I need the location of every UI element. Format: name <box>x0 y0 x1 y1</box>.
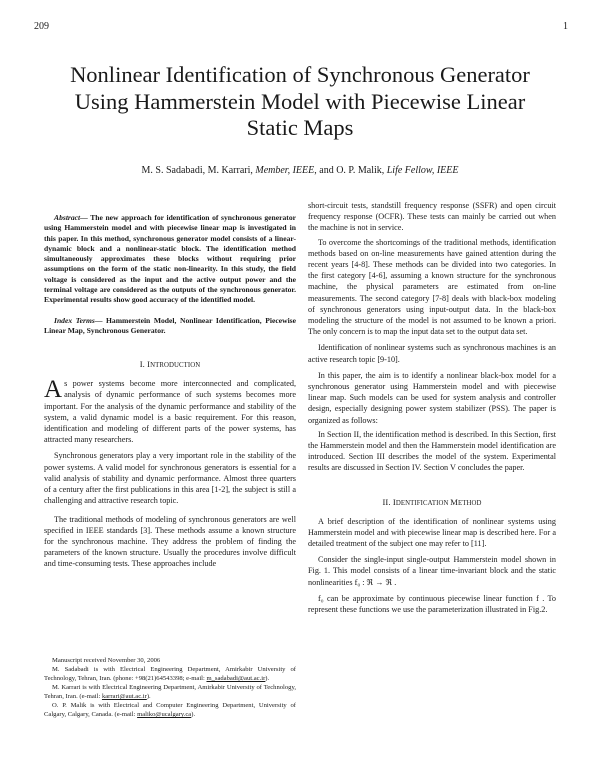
footnote-author-3: O. P. Malik is with Electrical and Computer Engineering Department, University of Calgary, Calgary, Canada. (e-mail: maliko@ucalgary.ca). <box>44 702 296 718</box>
right-paragraph-5: In Section II, the identification method is described. In this Section, first the Hammerstein model and then the Hammerstein model identification are introduced. Section III describes the model of the system. Experimental results are discussed in Section IV. Section V concludes the paper. <box>308 429 556 473</box>
right-column <box>308 200 556 615</box>
footnote-author-1: M. Sadabadi is with Electrical Engineering Department, Amirkabir University of Technology, Tehran, Iran. (phone: +98(21)64543398; e-mail: m_sadabadi@aut.ac.ir). <box>44 666 296 682</box>
section-heading-identification-method: II. IDENTIFICATION METHOD <box>382 496 482 507</box>
author-role-2: Life Fellow, IEEE <box>386 165 459 176</box>
index-terms <box>44 316 296 337</box>
intro-paragraph-2: Synchronous generators play a very important role in the stability of the power systems. A valid model for synchronous generators is essential for a valid analysis of stability and dynamic performance. Almost three quarters of a century after the first publications in this area [1-2], the subject is still a challenging and attractive research topic. <box>44 451 296 506</box>
page-number-right: 1 <box>563 21 568 32</box>
method-paragraph-1: A brief description of the identification of nonlinear systems using Hammerstein model and with piecewise linear map is described here. For a detailed treatment of the subject one may refer to [11]. <box>308 516 556 549</box>
author-names-2: , and O. P. Malik, <box>314 165 387 176</box>
right-paragraph-3: Identification of nonlinear systems such as synchronous machines is an active research topic [9-10]. <box>308 343 556 364</box>
index-terms-label: Index Terms <box>54 315 95 325</box>
page-number-left: 209 <box>34 21 49 32</box>
index-terms-text: — Hammerstein Model, Nonlinear Identification, Piecewise Linear Map, Synchronous Generator. <box>44 315 296 335</box>
method-paragraph-3: f₀ can be approximate by continuous piecewise linear function f . To represent these functions we use the parameterization illustrated in Fig.2. <box>308 593 556 615</box>
left-column <box>44 213 296 570</box>
author-line <box>40 165 560 176</box>
author-role-1: Member, IEEE <box>255 165 315 176</box>
abstract <box>44 213 296 306</box>
email-link-sadabadi[interactable]: m_sadabadi@aut.ac.ir <box>206 675 266 682</box>
abstract-text: — The new approach for identification of synchronous generator using Hammerstein model and with piecewise linear map is investigated in this paper. In this method, synchronous generator model consists of a linear-dynamic block and a nonlinear-static block. The identification method simultaneously approximates these blocks without requiring prior assumptions on the form of the static non-linearity. In this study, the field voltage is considered as the input and the active output power and the terminal voltage are considered as the outputs of the synchronous generator. Experimental results show good accuracy of the identified model. <box>44 213 296 305</box>
intro-paragraph-1: As power systems become more interconnected and complicated, analysis of dynamic performance of such systems becomes more important. For the analysis of the dynamic performance and stability of the system, a valid dynamic model is a basic requirement. For this reason, identification and modeling of different parts of the power systems, has attracted many researchers. <box>44 376 296 445</box>
intro-paragraph-3: The traditional methods of modeling of synchronous generators are well specified in IEEE standards [3]. These methods assume a known structure for the synchronous machine. They address the problem of finding the parameters of the known structure. Usually the procedures involve difficult and time-consuming tests. These approaches include <box>44 514 296 569</box>
footnote-manuscript: Manuscript received November 30, 2006 <box>52 657 161 664</box>
footnotes <box>44 656 296 719</box>
paper-title: Nonlinear Identification of Synchronous Generator Using Hammerstein Model with Piecewise Linear Static Maps <box>70 62 530 140</box>
footnote-author-2: M. Karrari is with Electrical Engineering Department, Amirkabir University of Technology, Tehran, Iran. (e-mail: karrari@aut.ac.ir). <box>44 684 296 700</box>
email-link-karrari[interactable]: karrari@aut.ac.ir <box>101 693 147 700</box>
abstract-label: Abstract <box>54 213 81 222</box>
drop-cap: A <box>44 376 63 404</box>
author-names-1: M. S. Sadabadi, M. Karrari, <box>141 165 256 176</box>
method-paragraph-2: Consider the single-input single-output Hammerstein model shown in Fig. 1. This model consists of a linear time-invariant block and the static nonlinearities f₀ : ℜ → ℜ . <box>308 555 556 587</box>
email-link-malik[interactable]: maliko@ucalgary.ca <box>137 711 192 718</box>
section-heading-introduction: I. INTRODUCTION <box>139 359 201 370</box>
right-paragraph-2: To overcome the shortcomings of the traditional methods, identification methods based on on-line measurements have gained attention during the recent years [4-8]. These methods can be divided into two categories. In the first category [4-6], assuming a known structure for the synchronous machine, the physical parameters are estimated from on-line measurements. The second category [7-8] deals with black-box modeling of synchronous generators using input-output data. In the black-box modeling the structure of the model is not assumed to be known a priori. The only concern is to map the input data set to the output data set. <box>308 237 556 337</box>
right-paragraph-1: short-circuit tests, standstill frequency response (SSFR) and open circuit frequency response (OCFR). These tests can mainly be carried out when the machine is not in service. <box>308 201 556 233</box>
right-paragraph-4: In this paper, the aim is to identify a nonlinear black-box model for a synchronous generator using Hammerstein model and with piecewise linear map. Such models can be used for system analysis and controller design, especially designing power system stabilizer (PSS). The paper is organized as follows: <box>308 370 556 425</box>
